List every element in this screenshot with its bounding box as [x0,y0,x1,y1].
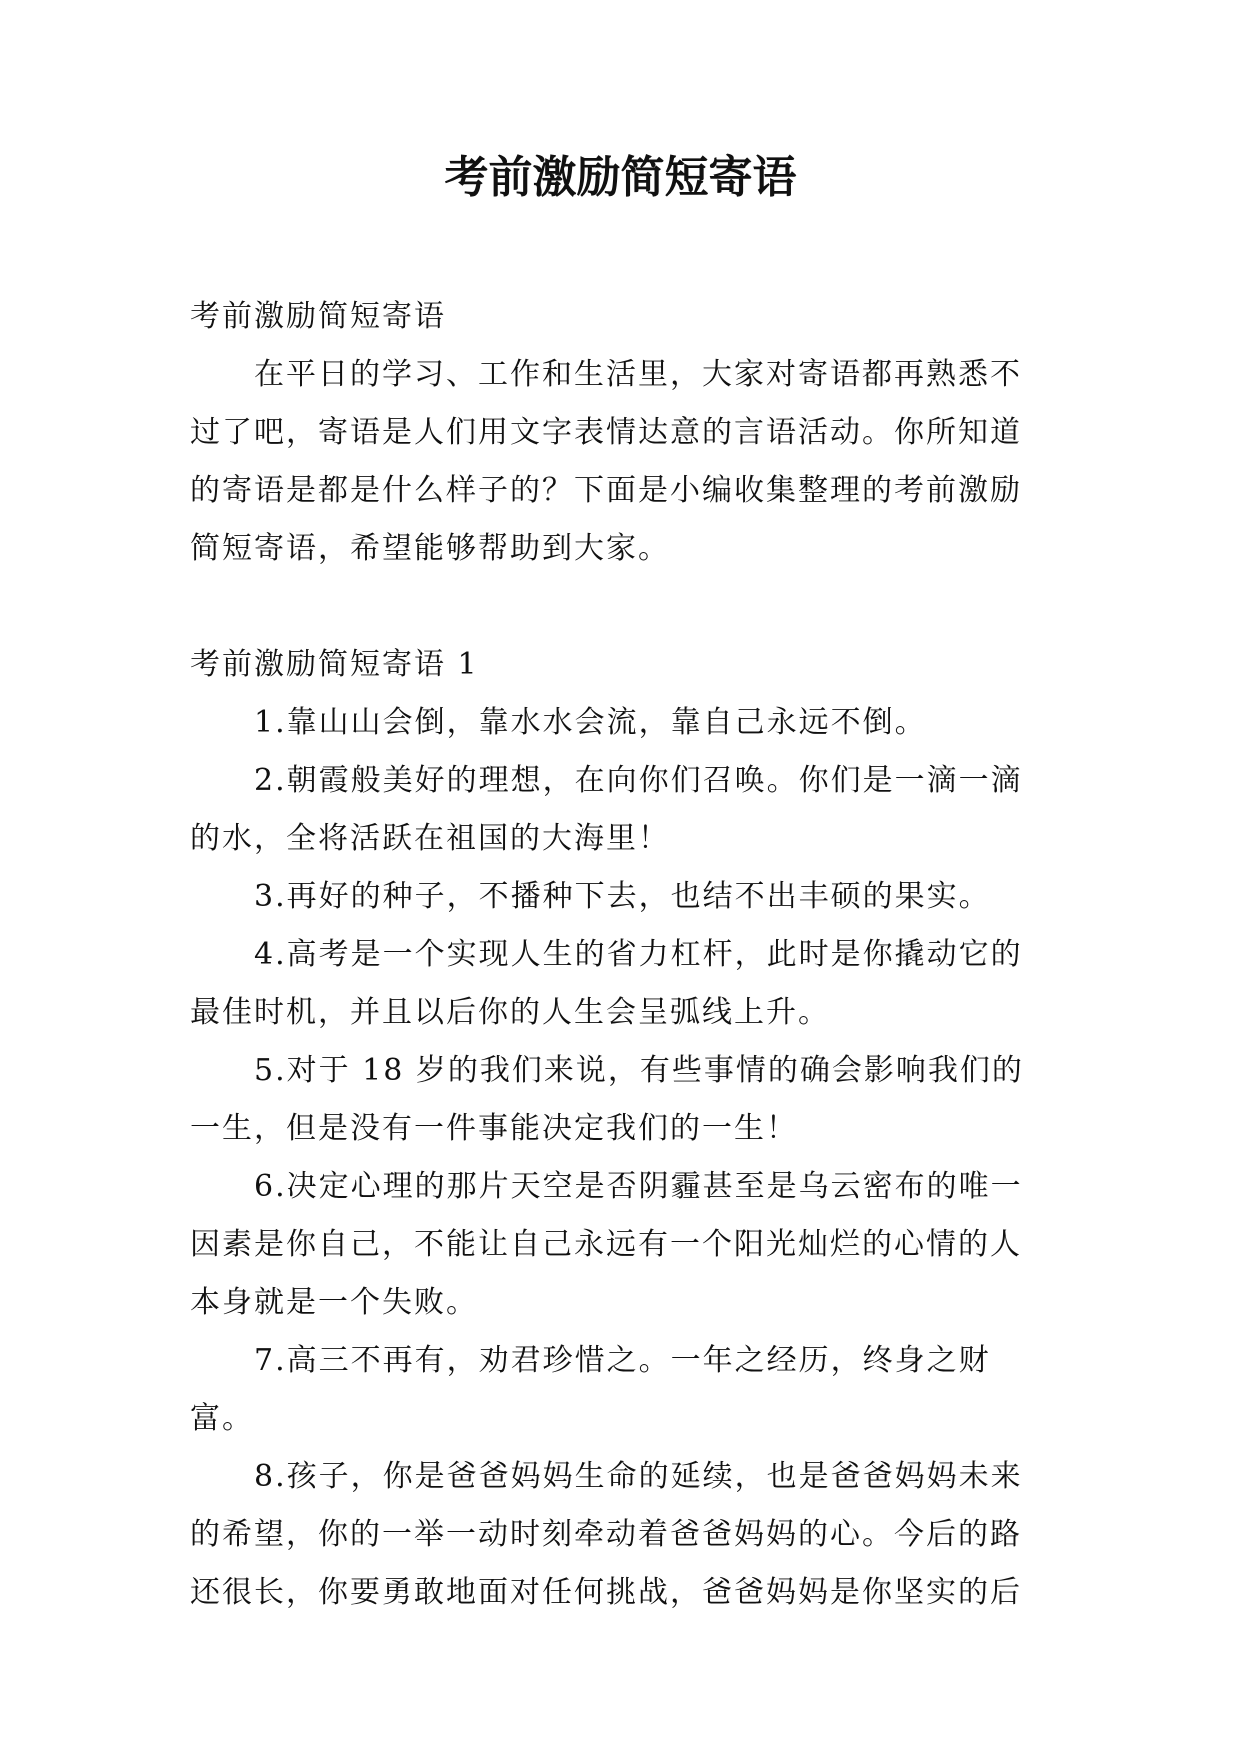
paragraph-spacer [190,578,1050,636]
list-item: 2.朝霞般美好的理想，在向你们召唤。你们是一滴一滴的水，全将活跃在祖国的大海里！ [190,763,1023,856]
section-heading: 考前激励简短寄语 1 [190,647,479,682]
subtitle: 考前激励简短寄语 [190,299,446,334]
list-item: 8.孩子，你是爸爸妈妈生命的延续，也是爸爸妈妈未来的希望，你的一举一动时刻牵动着爸爸妈妈的心。今后的路还很长，你要勇敢地面对任何挑战，爸爸妈妈是你坚实的后 [190,1459,1023,1610]
list-item: 4.高考是一个实现人生的省力杠杆，此时是你撬动它的最佳时机，并且以后你的人生会呈弧线上升。 [190,937,1023,1030]
list-item: 7.高三不再有，劝君珍惜之。一年之经历，终身之财富。 [190,1343,991,1436]
list-item: 5.对于 18 岁的我们来说，有些事情的确会影响我们的一生，但是没有一件事能决定我们的一生！ [190,1053,1024,1146]
list-item: 6.决定心理的那片天空是否阴霾甚至是乌云密布的唯一因素是你自己，不能让自己永远有一个阳光灿烂的心情的人本身就是一个失败。 [190,1169,1023,1320]
intro-paragraph: 在平日的学习、工作和生活里，大家对寄语都再熟悉不过了吧，寄语是人们用文字表情达意的言语活动。你所知道的寄语是都是什么样子的？下面是小编收集整理的考前激励简短寄语，希望能够帮助到大家。 [190,357,1022,566]
document-body [190,288,1050,1622]
list-item: 1.靠山山会倒，靠水水会流，靠自己永远不倒。 [254,705,927,740]
list-item: 3.再好的种子，不播种下去，也结不出丰硕的果实。 [254,879,991,914]
document-title: 考前激励简短寄语 [444,152,797,203]
